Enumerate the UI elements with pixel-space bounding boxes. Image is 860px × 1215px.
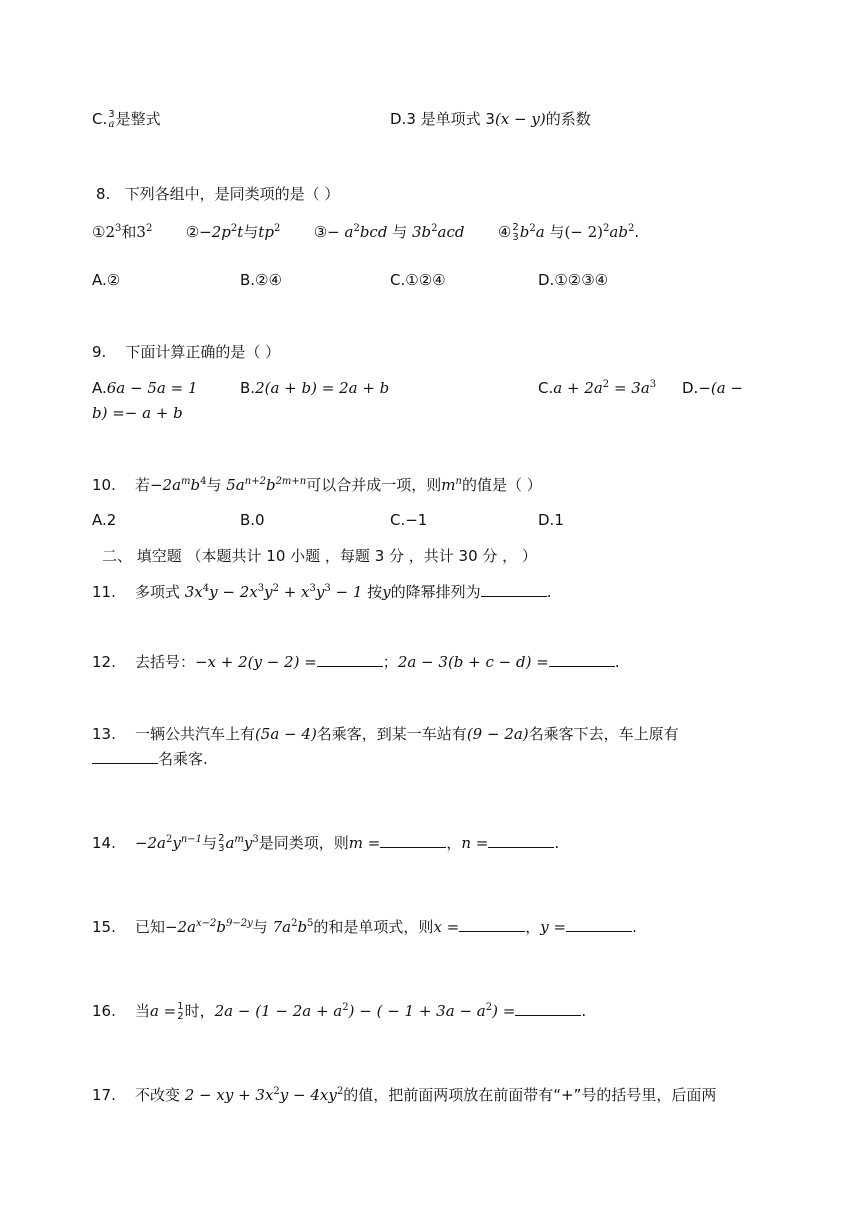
answer-blank[interactable] [481,581,547,597]
q8-option-a: A.② [92,271,121,289]
question-number: 11. [92,583,116,601]
q10-stem: 10. 若$-2a^mb^4$与 $5a^{n+2}b^{2m+n}$可以合并成一项，则$m^n$的值是（ ） [92,476,542,494]
q10-option-c: C.−1 [390,511,428,529]
answer-blank[interactable] [566,916,632,932]
q17-stem: 17. 不改变 2 − xy + $3x^2y - 4xy^2$的值，把前面两项放在前面带有“+”号的括号里，后面两 [92,1086,717,1104]
q14-stem: 14. $-2a^2y^{n-1}$与 2 3 $a^my^3$是同类项，则m = ，n = . [92,832,560,854]
math-expr: (x − y) [494,110,546,128]
q13-stem-cont: 名乘客. [92,748,208,770]
q9-option-b: B.2(a + b) = 2a + b [240,379,390,397]
option-text: D.3 是单项式 3 [390,110,495,128]
fraction: 2 3 [512,221,519,243]
q8-item-2: $②-2p^2t$与$tp^2$ [185,223,281,241]
q12-stem: 12. 去括号：−x + 2(y − 2) = ；2a − 3(b + c − d) = . [92,653,620,671]
q8-stem [96,183,339,205]
q9-stem [92,341,280,363]
fraction: 3 a [108,108,115,130]
answer-blank[interactable] [92,748,158,764]
q13-stem: 13. 一辆公共汽车上有(5a − 4)名乘客，到某一车站有(9 − 2a)名乘客下去，车上原有 [92,725,679,743]
q8-item-1: $①2^3$和$3^2$ [92,223,153,241]
answer-blank[interactable] [515,1000,581,1016]
question-number: 13. [92,725,116,743]
q9-option-c: $C.a + 2a^2 = 3a^3$ [538,379,657,397]
q8-option-d: D.①②③④ [538,271,609,289]
section-heading: 二、 填空题 （本题共计 10 小题 ，每题 3 分 ，共计 30 分 ， ） [102,547,537,565]
q8-item-3: ③− $a^2bcd$ 与 $3b^2acd$ [313,223,465,241]
q16-stem: 16. 当a = 1 2 时，$2a - (1 - 2a + a^2)$ − ( − $1 + 3a - a^2$) = . [92,1000,587,1022]
q8-items [92,221,639,243]
question-number: 12. [92,653,116,671]
fraction: 2 3 [218,832,225,854]
question-number: 15. [92,918,116,936]
option-text: 是整式 [115,110,161,128]
question-number: 9. [92,343,107,361]
q7-option-d [390,108,591,130]
q8-option-b: B.②④ [240,271,282,289]
answer-blank[interactable] [380,832,446,848]
q8-option-c: C.①②④ [390,271,446,289]
answer-blank[interactable] [549,651,615,667]
q15-stem: 15. 已知$-2a^{x-2}b^{9-2y}$与 $7a^2b^5$的和是单项式，则x = ，y = . [92,918,637,936]
question-number: 16. [92,1002,116,1020]
q9-option-a: A.6a − 5a = 1 [92,379,198,397]
q10-option-b: B.0 [240,511,265,529]
answer-blank[interactable] [459,916,525,932]
fraction: 1 2 [177,1000,184,1022]
option-label: C. [92,110,108,128]
question-text: 下列各组中，是同类项的是（ ） [124,185,340,203]
question-number: 8. [96,185,111,203]
question-text: 下面计算正确的是（ ） [125,343,281,361]
q9-option-d-cont: b) =− a + b [92,404,183,422]
q10-option-d: D.1 [538,511,564,529]
question-number: 17. [92,1086,116,1104]
answer-blank[interactable] [317,651,383,667]
question-number: 10. [92,476,116,494]
q7-option-c [92,108,161,130]
q8-item-4: ④ 2 3 $b^2a$ 与(− $2)^2ab^2$. [497,221,640,243]
q10-option-a: A.2 [92,511,117,529]
option-text: 的系数 [545,110,591,128]
answer-blank[interactable] [488,832,554,848]
q11-stem: 11. 多项式 $3x^4y - 2x^3y^2 + x^3y^3 - 1$ 按y的降幂排列为 . [92,583,552,601]
q9-option-d: D.−(a − [682,379,744,397]
question-number: 14. [92,834,116,852]
